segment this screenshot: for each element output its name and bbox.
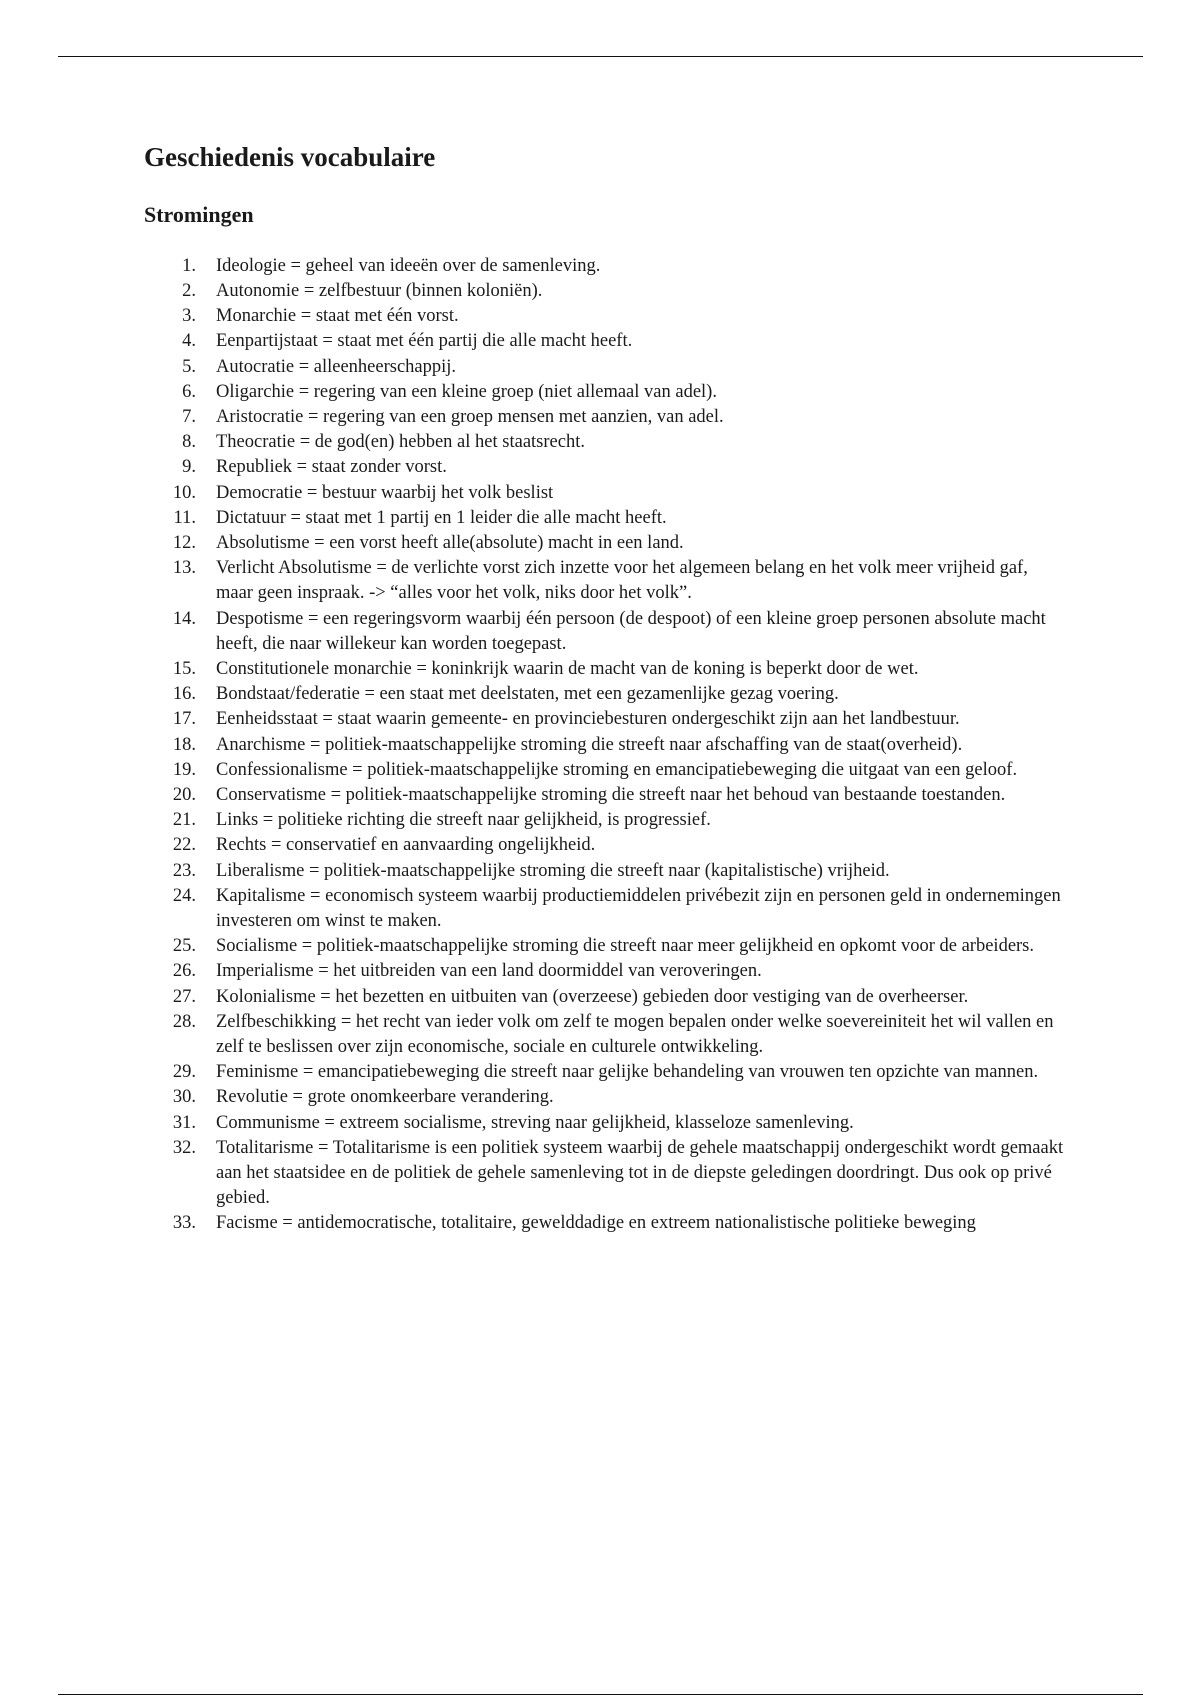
list-item-number: 29. bbox=[172, 1062, 196, 1083]
list-item bbox=[144, 733, 1064, 758]
list-item-number: 26. bbox=[172, 961, 196, 982]
list-item-number: 21. bbox=[172, 810, 196, 831]
list-item-number: 2. bbox=[182, 280, 196, 301]
list-item-text: Monarchie = staat met één vorst. bbox=[216, 306, 459, 327]
list-item-number: 9. bbox=[182, 457, 196, 478]
list-item-number: 19. bbox=[172, 759, 196, 780]
list-item bbox=[144, 783, 1064, 808]
list-item-text: Ideologie = geheel van ideeën over de samenleving. bbox=[216, 255, 601, 276]
list-item-text: Liberalisme = politiek-maatschappelijke stroming die streeft naar (kapitalistische) vrijheid. bbox=[216, 860, 890, 881]
list-item-text: Links = politieke richting die streeft naar gelijkheid, is progressief. bbox=[216, 810, 711, 831]
list-item-text: Feminisme = emancipatiebeweging die streeft naar gelijke behandeling van vrouwen ten opzichte van mannen. bbox=[216, 1062, 1039, 1083]
list-item-text: Democratie = bestuur waarbij het volk beslist bbox=[216, 482, 554, 503]
list-item bbox=[144, 380, 1064, 405]
list-item bbox=[144, 455, 1064, 480]
list-item bbox=[144, 304, 1064, 329]
list-item-number: 1. bbox=[182, 255, 196, 276]
list-item-number: 27. bbox=[172, 986, 196, 1007]
list-item bbox=[144, 531, 1064, 556]
list-item-text: Autocratie = alleenheerschappij. bbox=[216, 356, 457, 377]
list-item-number: 18. bbox=[172, 734, 196, 755]
list-item bbox=[144, 254, 1064, 279]
list-item bbox=[144, 1010, 1064, 1060]
list-item-number: 20. bbox=[172, 784, 196, 805]
list-item bbox=[144, 985, 1064, 1010]
list-item-text: Absolutisme = een vorst heeft alle(absolute) macht in een land. bbox=[216, 532, 684, 553]
list-item-text: Facisme = antidemocratische, totalitaire, gewelddadige en extreem nationalistische politieke beweging bbox=[216, 1213, 976, 1234]
list-item-number: 12. bbox=[172, 532, 196, 553]
bottom-rule bbox=[58, 1694, 1143, 1695]
list-item bbox=[144, 355, 1064, 380]
vocabulary-list bbox=[144, 254, 1064, 1237]
section-title: Stromingen bbox=[144, 202, 254, 228]
list-item bbox=[144, 607, 1064, 657]
list-item-number: 23. bbox=[172, 860, 196, 881]
list-item bbox=[144, 329, 1064, 354]
list-item-number: 25. bbox=[172, 936, 196, 957]
list-item bbox=[144, 657, 1064, 682]
list-item-text: Revolutie = grote onomkeerbare verandering. bbox=[216, 1087, 554, 1108]
list-item-text: Imperialisme = het uitbreiden van een land doormiddel van veroveringen. bbox=[216, 961, 762, 982]
list-item-text: Kolonialisme = het bezetten en uitbuiten van (overzeese) gebieden door vestiging van de overheerser. bbox=[216, 986, 969, 1007]
list-item bbox=[144, 1085, 1064, 1110]
list-item bbox=[144, 859, 1064, 884]
list-item bbox=[144, 556, 1064, 606]
list-item bbox=[144, 506, 1064, 531]
list-item bbox=[144, 481, 1064, 506]
document-title: Geschiedenis vocabulaire bbox=[144, 142, 436, 172]
list-item-number: 5. bbox=[182, 356, 196, 377]
list-item-text: Verlicht Absolutisme = de verlichte vorst zich inzette voor het algemeen belang en het volk meer vrijheid gaf, maar geen inspraak. -> “alles voor het volk, niks door het volk”. bbox=[216, 558, 1028, 604]
list-item-number: 13. bbox=[172, 558, 196, 579]
list-item bbox=[144, 758, 1064, 783]
list-item-number: 8. bbox=[182, 432, 196, 453]
list-item-text: Theocratie = de god(en) hebben al het staatsrecht. bbox=[216, 432, 585, 453]
list-item bbox=[144, 884, 1064, 934]
list-item-number: 30. bbox=[172, 1087, 196, 1108]
list-item-text: Republiek = staat zonder vorst. bbox=[216, 457, 447, 478]
list-item-number: 7. bbox=[182, 406, 196, 427]
list-item bbox=[144, 405, 1064, 430]
list-item-text: Despotisme = een regeringsvorm waarbij één persoon (de despoot) of een kleine groep personen absolute macht heeft, die naar willekeur kan worden toegepast. bbox=[216, 608, 1046, 654]
list-item bbox=[144, 1211, 1064, 1236]
list-item-text: Bondstaat/federatie = een staat met deelstaten, met een gezamenlijke gezag voering. bbox=[216, 684, 839, 705]
top-rule bbox=[58, 56, 1143, 57]
list-item bbox=[144, 833, 1064, 858]
list-item-text: Zelfbeschikking = het recht van ieder volk om zelf te mogen bepalen onder welke soevereiniteit het wil vallen en zelf te beslissen over zijn economische, sociale en culturele ontwikkeling. bbox=[216, 1011, 1054, 1057]
list-item-text: Oligarchie = regering van een kleine groep (niet allemaal van adel). bbox=[216, 381, 717, 402]
list-item-text: Kapitalisme = economisch systeem waarbij productiemiddelen privébezit zijn en personen geld in ondernemingen investeren om winst te maken. bbox=[216, 885, 1061, 931]
list-item bbox=[144, 959, 1064, 984]
list-item-text: Socialisme = politiek-maatschappelijke stroming die streeft naar meer gelijkheid en opkomt voor de arbeiders. bbox=[216, 936, 1035, 957]
list-item-text: Eenpartijstaat = staat met één partij die alle macht heeft. bbox=[216, 331, 633, 352]
document-body bbox=[144, 140, 1064, 1237]
list-item-number: 15. bbox=[172, 658, 196, 679]
list-item bbox=[144, 1111, 1064, 1136]
list-item-text: Anarchisme = politiek-maatschappelijke stroming die streeft naar afschaffing van de staat(overheid). bbox=[216, 734, 963, 755]
list-item bbox=[144, 934, 1064, 959]
list-item-number: 16. bbox=[172, 684, 196, 705]
list-item-text: Communisme = extreem socialisme, streving naar gelijkheid, klasseloze samenleving. bbox=[216, 1112, 854, 1133]
list-item bbox=[144, 1060, 1064, 1085]
list-item-number: 33. bbox=[172, 1213, 196, 1234]
list-item-number: 22. bbox=[172, 835, 196, 856]
list-item-number: 32. bbox=[172, 1137, 196, 1158]
list-item-number: 3. bbox=[182, 306, 196, 327]
list-item bbox=[144, 682, 1064, 707]
list-item-number: 31. bbox=[172, 1112, 196, 1133]
list-item-number: 14. bbox=[172, 608, 196, 629]
list-item-text: Totalitarisme = Totalitarisme is een politiek systeem waarbij de gehele maatschappij ondergeschikt wordt gemaakt aan het staatsidee en de politiek de gehele samenleving tot in de diepste geledingen doordringt. Dus ook op privé gebied. bbox=[216, 1137, 1064, 1209]
list-item-number: 24. bbox=[172, 885, 196, 906]
list-item-text: Autonomie = zelfbestuur (binnen koloniën). bbox=[216, 280, 543, 301]
list-item bbox=[144, 1136, 1064, 1212]
list-item bbox=[144, 279, 1064, 304]
list-item bbox=[144, 707, 1064, 732]
list-item-number: 10. bbox=[172, 482, 196, 503]
list-item bbox=[144, 430, 1064, 455]
list-item-number: 11. bbox=[173, 507, 196, 528]
list-item-number: 6. bbox=[182, 381, 196, 402]
list-item-text: Confessionalisme = politiek-maatschappelijke stroming en emancipatiebeweging die uitgaat van een geloof. bbox=[216, 759, 1018, 780]
list-item-text: Eenheidsstaat = staat waarin gemeente- en provinciebesturen ondergeschikt zijn aan het landbestuur. bbox=[216, 709, 960, 730]
list-item-number: 17. bbox=[172, 709, 196, 730]
list-item bbox=[144, 808, 1064, 833]
list-item-text: Constitutionele monarchie = koninkrijk waarin de macht van de koning is beperkt door de wet. bbox=[216, 658, 919, 679]
list-item-text: Rechts = conservatief en aanvaarding ongelijkheid. bbox=[216, 835, 596, 856]
list-item-number: 4. bbox=[182, 331, 196, 352]
list-item-number: 28. bbox=[172, 1011, 196, 1032]
list-item-text: Conservatisme = politiek-maatschappelijke stroming die streeft naar het behoud van bestaande toestanden. bbox=[216, 784, 1006, 805]
list-item-text: Dictatuur = staat met 1 partij en 1 leider die alle macht heeft. bbox=[216, 507, 667, 528]
list-item-text: Aristocratie = regering van een groep mensen met aanzien, van adel. bbox=[216, 406, 724, 427]
